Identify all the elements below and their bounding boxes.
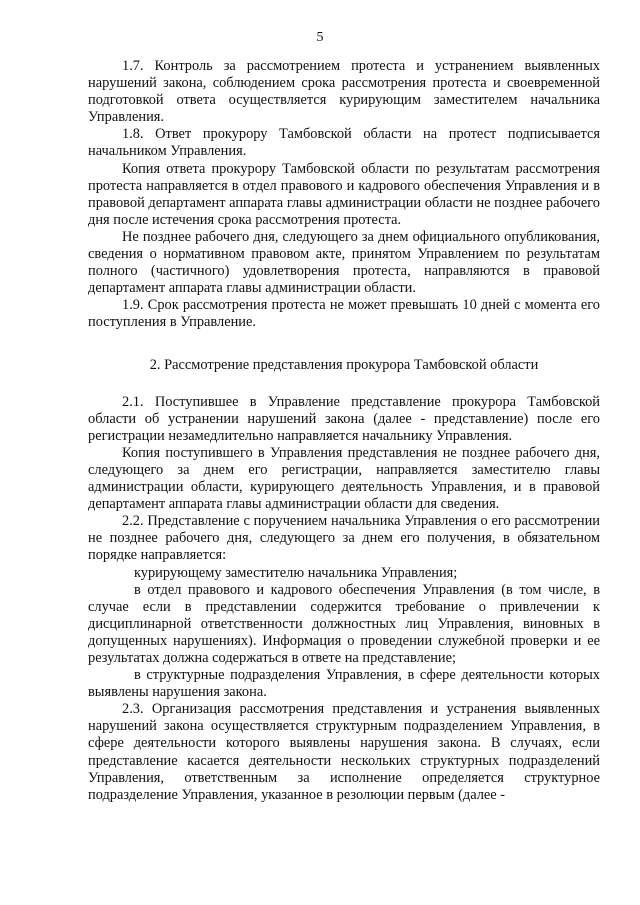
list-item-structural-units: в структурные подразделения Управления, в сфере деятельности которых выявлены нарушения закона. <box>88 667 600 701</box>
paragraph-publication: Не позднее рабочего дня, следующего за днем официального опубликования, сведения о нормативном правовом акте, принятом Управлением по результатам полного (частичного) удовлетворения протеста, направляются в правовой департамент аппарата главы администрации области. <box>88 228 600 297</box>
list-item-deputy: курирующему заместителю начальника Управления; <box>134 564 458 581</box>
section-2-heading: 2. Рассмотрение представления прокурора Тамбовской области <box>149 356 539 373</box>
paragraph-1-8: 1.8. Ответ прокурору Тамбовской области на протест подписывается начальником Управления. <box>88 126 600 160</box>
paragraph-1-7: 1.7. Контроль за рассмотрением протеста и устранением выявленных нарушений закона, соблюдением срока рассмотрения протеста и своевременной подготовкой ответа осуществляется курирующим заместителем начальника Управления. <box>88 58 600 126</box>
page-number: 5 <box>316 30 324 45</box>
paragraph-2-2: 2.2. Представление с поручением начальника Управления о его рассмотрении не позднее рабочего дня, следующего за днем его получения, в обязательном порядке направляется: <box>88 513 600 564</box>
paragraph-2-3: 2.3. Организация рассмотрения представления и устранения выявленных нарушений закона осуществляется структурным подразделением Управления, в сфере деятельности которого выявлены нарушения закона. В случаях, если представление касается деятельности нескольких структурных подразделений Управления, ответственным за исполнение определяется структурное подразделение Управления, указанное в резолюции первым (далее - <box>88 701 600 803</box>
paragraph-2-1: 2.1. Поступившее в Управление представление прокурора Тамбовской области об устранении нарушений закона (далее - представление) после его регистрации незамедлительно направляется начальнику Управления. <box>88 393 600 444</box>
document-body <box>88 58 600 804</box>
list-item-legal-department: в отдел правового и кадрового обеспечения Управления (в том числе, в случае если в представлении содержится требование о привлечении к дисциплинарной ответственности должностных лиц Управления, виновных в допущенных нарушениях). Информация о проведении служебной проверки и ее результатах должна содержаться в ответе на представление; <box>88 581 600 666</box>
paragraph-submission-copy: Копия поступившего в Управления представления не позднее рабочего дня, следующего за днем его регистрации, направляется заместителю главы администрации области, курирующего деятельность Управления, и в правовой департамент аппарата главы администрации области для сведения. <box>88 444 600 513</box>
paragraph-1-9: 1.9. Срок рассмотрения протеста не может превышать 10 дней с момента его поступления в Управление. <box>88 297 600 331</box>
paragraph-response-copy: Копия ответа прокурору Тамбовской области по результатам рассмотрения протеста направляется в отдел правового и кадрового обеспечения Управления и в правовой департамент аппарата главы администрации области не позднее рабочего дня после истечения срока рассмотрения протеста. <box>88 160 600 228</box>
